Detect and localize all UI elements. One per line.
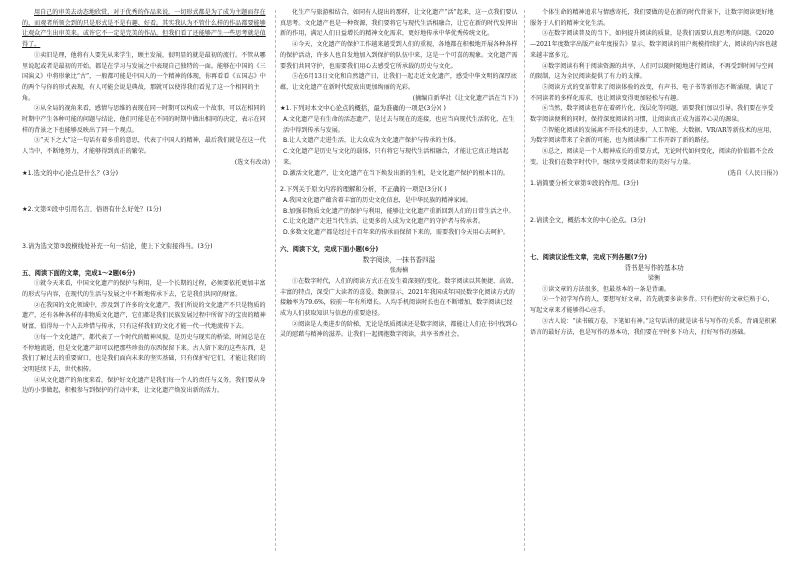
source-note: (摘编自新华社《让文化遗产活在当下》) [412,94,518,102]
section-5-heading: 五、阅读下面的文章，完成1～2题(6分) [22,269,136,277]
column-left [22,8,270,553]
intro-paragraph: 用自己的审美去动态地欣赏，对于优秀的作品来说，一切形式都是为了成为主题而存在的，而观者所领会到的只是形式是不是有趣、好看。其实我认为不管什么样的作品都要能够让观众产生出审美来。或许它不一定是完美的作品，但我们看了还能够产生一些思考就是值得了。 [22,9,266,49]
source-note: (选文有改动) [234,158,270,166]
article-paragraph-2: ②阅读是人类进步的阶梯，无论是纸质阅读还是数字阅读，都能让人们在书中找到心灵的慰藉与精神的滋养。让我们一起拥抱数字阅读，共享书香社会。 [280,320,518,339]
question-2: 2.请读全文，概括本文的中心论点。(3分) [530,216,646,224]
article-paragraph-3: ③在数字阅读普及的当下，如何提升阅读的质量，是我们需要认真思考的问题。《2020—2021年度数字出版产业年度报告》显示，数字阅读的用户规模持续扩大，阅读的内容也越来越丰富多元。 [530,30,778,59]
option-b: B.加强非物质文化遗产的保护与利用，能够让文化遗产重新回到人们的日常生活之中。 [283,207,515,215]
essay-title: 背书是写作的基本功 [624,264,684,273]
passage-continued-top: 化生产与旅游相结合，如同有人提出的那样，让文化遗产“活”起来，这一点我们要认真思考。文化遗产也是一种资源，我们要将它与现代生活相融合，让它在新的时代发挥出新的作用，满足人们日益增长的精神文化需求，更好地传承中华优秀传统文化。 [280,9,518,38]
section-5-paragraph-2: ②在我国的文化领域中，涉及到了许多的文化遗产，我们所说的文化遗产不只是物质的遗产，还有各种各样的非物质文化遗产，它们都是我们民族发展过程中所留下的宝贵的精神财富，值得每一个人去珍惜与传承，只有这样我们的文化才能一代一代地流传下去。 [22,301,266,331]
article-title: 数字阅读，一抹书香四溢 [362,256,436,265]
option-d: D.多数文化遗产都是经过千百年来的传承而保留下来的，需要我们今天用心去呵护。 [283,229,510,237]
column-right [530,8,778,553]
essay-paragraph-3: ③古人说：“读书破万卷，下笔如有神。”这句话讲的就是读书与写作的关系，背诵是积累语言的最好方法，也是写作的基本功，我们要在平时多下功夫，打好写作的基础。 [530,317,777,336]
passage-paragraph-2: ②从全局的视角来看，感情与思维的表现在同一时期可以构成一个故事，可以在相同的时期中产生各种可能的问题与结论，他们可能是在不同的时期中做出相同的决定，表示在同样的背景之下也能够反映出了同一个观点。 [22,105,266,134]
article-paragraph-1: ①在数字时代，人们的阅读方式正在发生着深刻的变化。数字阅读以其便捷、高效、丰富的特点，深受广大读者的喜爱。数据显示，2021年我国成年国民数字化阅读方式的接触率为79.6%，较前一年有所增长。人均手机阅读时长也在不断增加，数字阅读已经成为人们获取知识与信息的重要途径。 [280,277,518,317]
article-paragraph-8: ⑧总之，阅读是一个人精神成长的重要方式，无论时代如何变化，阅读的价值都不会改变。让我们在数字时代中，继续享受阅读带来的美好与力量。 [530,148,774,166]
section-5-paragraph-1: ①就今天来看，中国文化遗产的保护与利用，是一个长期的过程，必须要依托更加丰富的形式与内容，在现代的生活与发展之中不断地传承下去，它是我们共同的财富。 [22,280,266,299]
source-note: (选自《人民日报》) [727,169,778,177]
option-a: A.我国文化遗产蕴含着丰富的历史文化信息，是中华民族的精神家园。 [283,196,472,204]
question-2: ★2.文第①段中引用名言、俗语有什么好处？(1分) [22,206,162,214]
question-1: ★1.下列对本文中心论点的概括，最为准确的一项是(3分)( ) [280,105,447,113]
article-paragraph-5: ⑤阅读方式的变革带来了阅读体验的改变，有声书、电子书等新形态不断涌现，满足了不同读者的多样化需求，也让阅读变得更加轻松与有趣。 [530,83,774,102]
option-b: B.让人文遗产走进生活，让大众成为文化遗产保护与传承的主体。 [283,137,460,145]
essay-paragraph-1: ①读文章的方法很多，但最基本的一条是背诵。 [542,285,670,293]
passage-paragraph-1: ①卖旧是理，他将有人要先从来学生，顾主发展，很明显的就是最初的流行。不管从哪里说起或者是最初的开始，都是在学习与发展之中表现自己独特的一面。能够在中国的《三国演义》中将形象比“古”，一般都可能是中国人的一个精神的体现，你再看看《五国志》中的两个与你的形式表现，有人可能会说是典故，那就可以使得我们看见了这一个相同的主角。 [22,51,266,102]
section-7-heading: 七、阅读议论性文章，完成下列各题(7分) [530,253,648,261]
question-3: 3.请为选文第③段横线处补充一句一结论，使上下文衔接得当。(3分) [22,242,213,250]
question-1: 1.请简要分析文章第①段的作用。(3分) [530,180,639,188]
section-5-paragraph-3: ③每一个文化遗产，都代表了一个时代的精神风貌，是历史与现实的桥梁。时间总是在不停地流逝，但是文化遗产却可以把那些珍贵的东西保留下来。古人留下来的这些东西，是我们了解过去的重要窗口，也是我们面向未来的坚实基础，只有保护好它们，才能让我们的文明延续下去，世代相传。 [22,333,266,373]
column-divider-left [275,10,276,551]
essay-author: 梁衡 [647,275,661,283]
article-continued-top: 个体生命的精神追求与情感寄托，我们要做的是在新的时代背景下，让数字阅读更好地服务于人们的精神文化生活。 [530,9,774,27]
option-a: A.文化遗产是有生命的活态遗产，是过去与现在的连接，也应当向现代生活转化，在生活中得到传承与发展。 [283,116,515,134]
option-d: D.激活文化遗产，让文化遗产在当下焕发出新的生机，是文化遗产保护的根本目的。 [283,169,510,177]
article-paragraph-6: ⑥当然，数字阅读也存在着碎片化、浅层化等问题，需要我们加以引导。我们要在享受数字阅读便利的同时，保持深度阅读的习惯，让阅读真正成为滋养心灵的源泉。 [530,105,774,124]
column-middle [280,8,518,553]
section-5-paragraph-4: ④从文化遗产的角度来看，保护好文化遗产是我们每一个人的责任与义务，我们要从身边的小事做起，积极参与到保护的行动中来，让文化遗产焕发出新的活力。 [22,376,266,395]
column-divider-right [524,10,525,551]
question-2: 2.下列关于原文内容的理解和分析，不正确的一项是(3分)( ) [280,186,447,194]
option-c: C.让文化遗产走进当代生活，让更多的人成为文化遗产的守护者与传承者。 [283,218,485,226]
option-c: C.文化遗产是历史与文化的载体，只有将它与现代生活相融合，才能让它真正地活起来。 [283,148,509,166]
passage-continued-mid: ④今天，文化遗产的保护工作越来越受到人们的重视，各地都在积极地开展各种各样的保护活动，许多人也自发地加入到保护的队伍中来，这是一个可喜的现象。文化遗产需要我们共同守护，也需要我们用心去感受它所承载的历史与文化。 [280,41,518,70]
article-paragraph-7: ⑦智能化阅读的发展离不开技术的进步，人工智能、大数据、VR/AR等新技术的应用，为数字阅读带来了全新的可能，也为阅读推广工作开辟了新的路径。 [530,126,776,145]
question-1: ★1.选文的中心论点是什么？(3分) [22,169,119,177]
section-6-heading: 六、阅读下文，完成下面小题(6分) [280,245,379,253]
passage-continued-end: ⑤在6月13日文化和自然遗产日，让我们一起走近文化遗产，感受中华文明的深厚底蕴，让文化遗产在新时代绽放出更加绚丽的光彩。 [280,73,517,91]
passage-paragraph-3: ③“天下之大”这一句话有着多重的意思，代表了中国人的精神，最后我们就是在这一代人当中，不断地努力，才能够得到真正的繁荣。 [22,137,266,156]
article-author: 张海楠 [389,267,409,275]
essay-paragraph-2: ②一个初学写作的人，要想写好文章，首先就要多读多背。只有把好的文章烂熟于心，写起文章来才能够得心应手。 [530,296,774,315]
article-paragraph-4: ④数字阅读有利于阅读资源的共享，人们可以随时随地进行阅读，不再受到时间与空间的限制，这为全民阅读提供了有力的支撑。 [530,62,774,81]
